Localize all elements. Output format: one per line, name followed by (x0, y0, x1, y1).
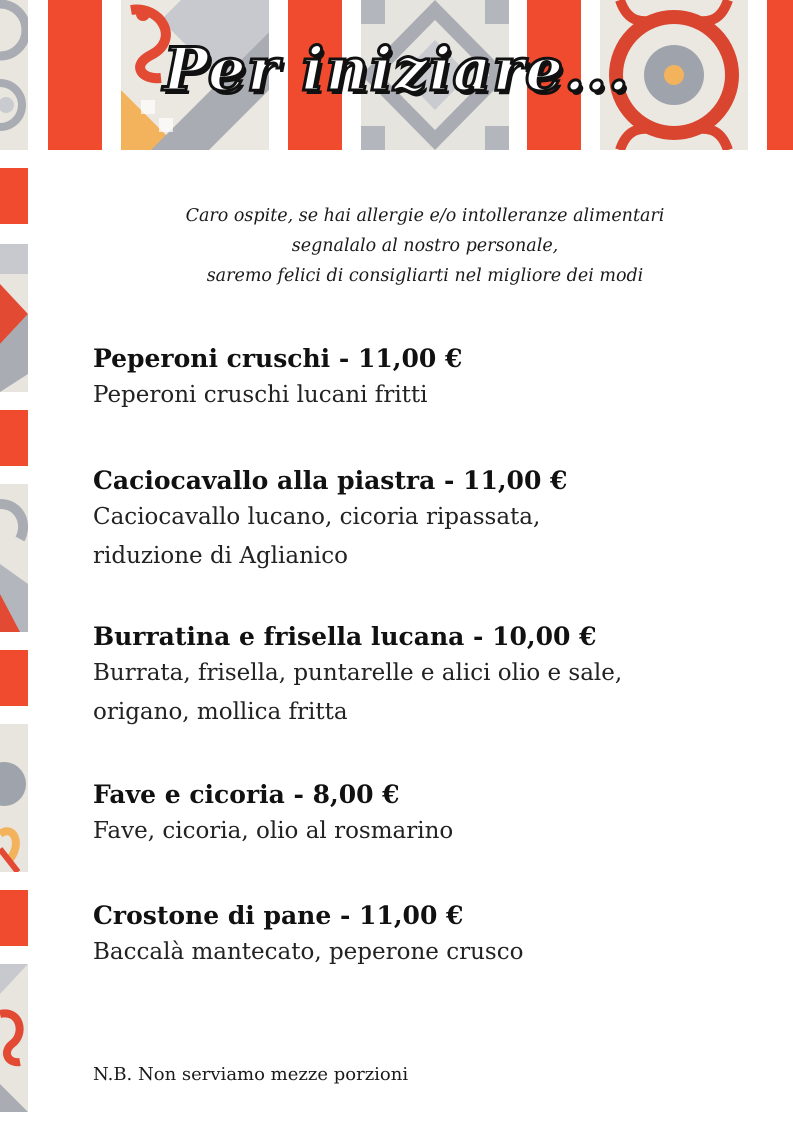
menu-item (93, 464, 753, 576)
decorative-tile (0, 484, 28, 632)
allergy-notice (125, 201, 725, 291)
menu-item-description: Fave, cicoria, olio al rosmarino (93, 818, 454, 844)
notice-line: saremo felici di consigliarti nel migliore dei modi (206, 266, 644, 286)
page-title: Per iniziare... (163, 35, 630, 105)
menu-item (93, 778, 753, 851)
menu-item-name: Caciocavallo alla piastra - 11,00 € (93, 466, 568, 495)
decorative-tile (0, 724, 28, 872)
red-stripe (0, 168, 28, 224)
menu-item-name: Crostone di pane - 11,00 € (93, 901, 464, 930)
menu-item-name: Fave e cicoria - 8,00 € (93, 780, 400, 809)
notice-line: segnalalo al nostro personale, (291, 236, 559, 256)
red-stripe (0, 410, 28, 466)
decorative-tile (0, 964, 28, 1112)
red-stripe (0, 650, 28, 706)
menu-item (93, 620, 753, 732)
menu-item-description: Caciocavallo lucano, cicoria ripassata, (93, 504, 541, 530)
menu-item-description: riduzione di Aglianico (93, 543, 348, 569)
menu-item (93, 342, 753, 415)
left-tile-strip (0, 168, 28, 1112)
menu-item-description: origano, mollica fritta (93, 699, 348, 725)
menu-item-description: Burrata, frisella, puntarelle e alici olio e sale, (93, 660, 623, 686)
red-stripe (0, 890, 28, 946)
footnote: N.B. Non serviamo mezze porzioni (93, 1064, 409, 1085)
notice-line: Caro ospite, se hai allergie e/o intolleranze alimentari (185, 206, 665, 226)
menu-item-name: Peperoni cruschi - 11,00 € (93, 344, 463, 373)
menu-item-name: Burratina e frisella lucana - 10,00 € (93, 622, 597, 651)
menu-item-description: Baccalà mantecato, peperone crusco (93, 939, 524, 965)
header-tile-band (0, 0, 793, 150)
menu-item-description: Peperoni cruschi lucani fritti (93, 382, 428, 408)
menu-item (93, 899, 753, 972)
decorative-tile (0, 244, 28, 392)
